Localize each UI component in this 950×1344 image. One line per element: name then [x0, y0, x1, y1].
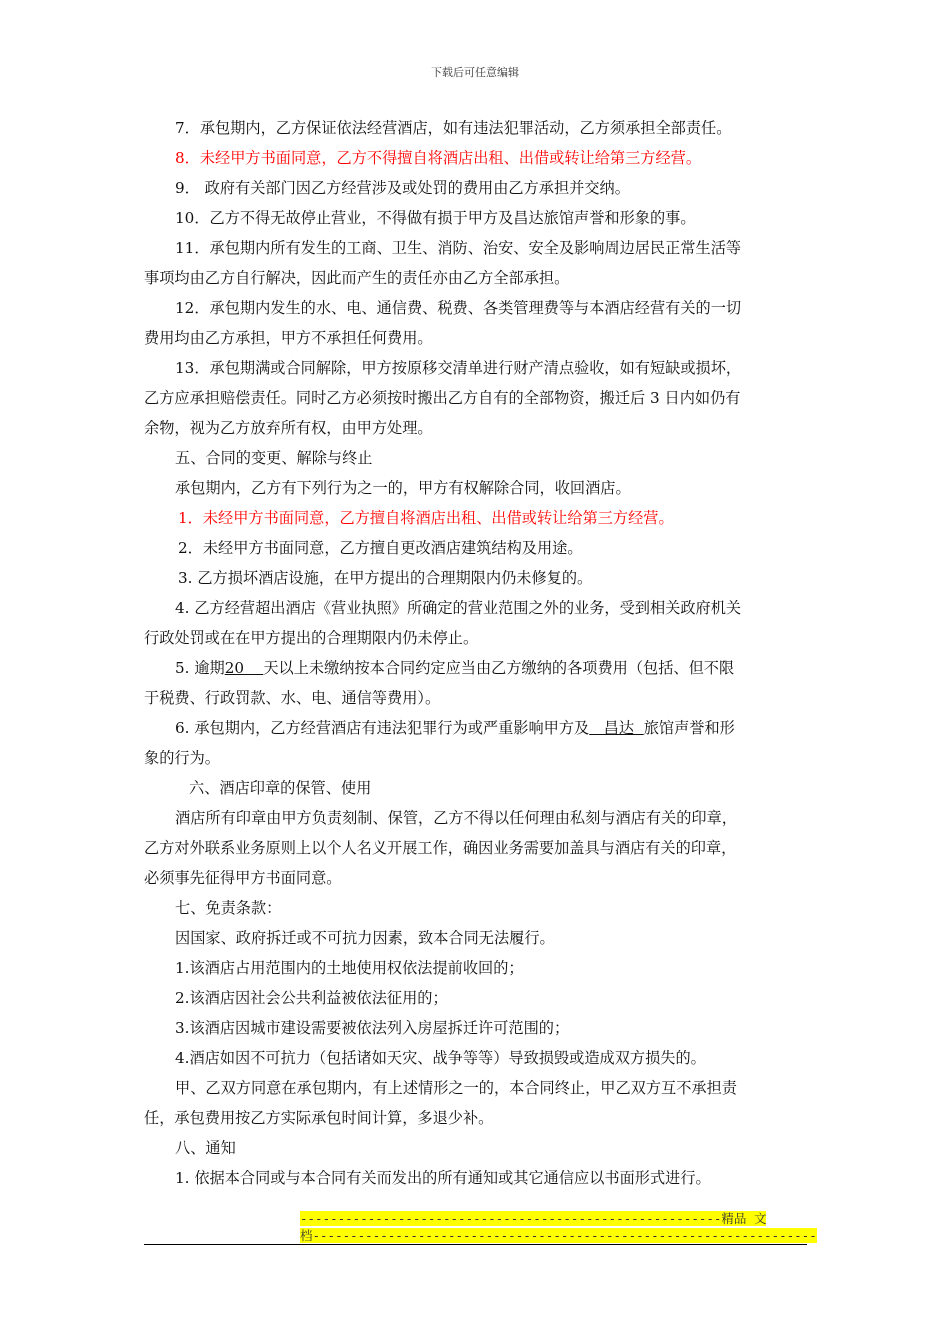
paragraph-line: 必须事先征得甲方书面同意。 [144, 869, 342, 887]
paragraph-line: 12．承包期内发生的水、电、通信费、税费、各类管理费等与本酒店经营有关的一切 [175, 299, 742, 317]
paragraph-line: 于税费、行政罚款、水、电、通信等费用）。 [144, 689, 441, 707]
paragraph-line: 六、酒店印章的保管、使用 [189, 779, 372, 797]
paragraph-line: 费用均由乙方承担，甲方不承担任何费用。 [144, 329, 433, 347]
paragraph-line: 2.该酒店因社会公共利益被依法征用的； [175, 989, 448, 1007]
paragraph-line: 9． 政府有关部门因乙方经营涉及或处罚的费用由乙方承担并交纳。 [175, 179, 630, 197]
paragraph-line: 10．乙方不得无故停止营业，不得做有损于甲方及昌达旅馆声誉和形象的事。 [175, 209, 696, 227]
paragraph-line: 余物，视为乙方放弃所有权，由甲方处理。 [144, 419, 433, 437]
paragraph-line: 2．未经甲方书面同意，乙方擅自更改酒店建筑结构及用途。 [178, 539, 583, 557]
paragraph-line: 八、通知 [175, 1139, 236, 1157]
paragraph-line: 7．承包期内，乙方保证依法经营酒店，如有违法犯罪活动，乙方须承担全部责任。 [175, 119, 732, 137]
footer-line-2: 档------------------------------------------------------------------- [300, 1228, 817, 1243]
paragraph-line: 乙方对外联系业务原则上以个人名义开展工作，确因业务需要加盖具与酒店有关的印章， [144, 839, 737, 857]
paragraph-line: 任，承包费用按乙方实际承包时间计算，多退少补。 [144, 1109, 494, 1127]
paragraph-line: 5. 逾期20 天以上未缴纳按本合同约定应当由乙方缴纳的各项费用（包括、但不限 [175, 659, 735, 677]
paragraph-line: 乙方应承担赔偿责任。同时乙方必须按时搬出乙方自有的全部物资，搬迁后 3 日内如仍有 [144, 389, 741, 407]
paragraph-line: 11．承包期内所有发生的工商、卫生、消防、治安、安全及影响周边居民正常生活等 [175, 239, 742, 257]
footer-rule [144, 1244, 807, 1245]
paragraph-line: 4. 乙方经营超出酒店《营业执照》所确定的营业范围之外的业务，受到相关政府机关 [175, 599, 742, 617]
paragraph-line: 甲、乙双方同意在承包期内，有上述情形之一的，本合同终止，甲乙双方互不承担责 [175, 1079, 737, 1097]
paragraph-line: 事项均由乙方自行解决，因此而产生的责任亦由乙方全部承担。 [144, 269, 570, 287]
paragraph-line: 象的行为。 [144, 749, 220, 767]
paragraph-line: 6. 承包期内，乙方经营酒店有违法犯罪行为或严重影响甲方及 昌达 旅馆声誉和形 [175, 719, 735, 737]
page-header: 下载后可任意编辑 [431, 66, 519, 79]
paragraph-line: 1．未经甲方书面同意，乙方擅自将酒店出租、出借或转让给第三方经营。 [178, 509, 674, 527]
footer-watermark [300, 1210, 817, 1244]
paragraph-line: 行政处罚或在在甲方提出的合理期限内仍未停止。 [144, 629, 479, 647]
document-body [144, 113, 808, 1193]
footer-line-1: --------------------------------------------------------精品 文 [300, 1211, 767, 1226]
paragraph-line: 因国家、政府拆迁或不可抗力因素，致本合同无法履行。 [175, 929, 555, 947]
paragraph-line: 1. 依据本合同或与本合同有关而发出的所有通知或其它通信应以书面形式进行。 [175, 1169, 711, 1187]
paragraph-line: 五、合同的变更、解除与终止 [175, 449, 373, 467]
paragraph-line: 13．承包期满或合同解除，甲方按原移交清单进行财产清点验收，如有短缺或损坏， [175, 359, 742, 377]
paragraph-line: 3. 乙方损坏酒店设施，在甲方提出的合理期限内仍未修复的。 [178, 569, 593, 587]
paragraph-line: 4.酒店如因不可抗力（包括诸如天灾、战争等等）导致损毁或造成双方损失的。 [175, 1049, 706, 1067]
paragraph-line: 8．未经甲方书面同意，乙方不得擅自将酒店出租、出借或转让给第三方经营。 [175, 149, 702, 167]
paragraph-line: 承包期内，乙方有下列行为之一的，甲方有权解除合同，收回酒店。 [175, 479, 631, 497]
paragraph-line: 七、免责条款： [175, 899, 282, 917]
paragraph-line: 酒店所有印章由甲方负责刻制、保管，乙方不得以任何理由私刻与酒店有关的印章， [175, 809, 737, 827]
paragraph-line: 1.该酒店占用范围内的土地使用权依法提前收回的； [175, 959, 524, 977]
paragraph-line: 3.该酒店因城市建设需要被依法列入房屋拆迁许可范围的； [175, 1019, 570, 1037]
